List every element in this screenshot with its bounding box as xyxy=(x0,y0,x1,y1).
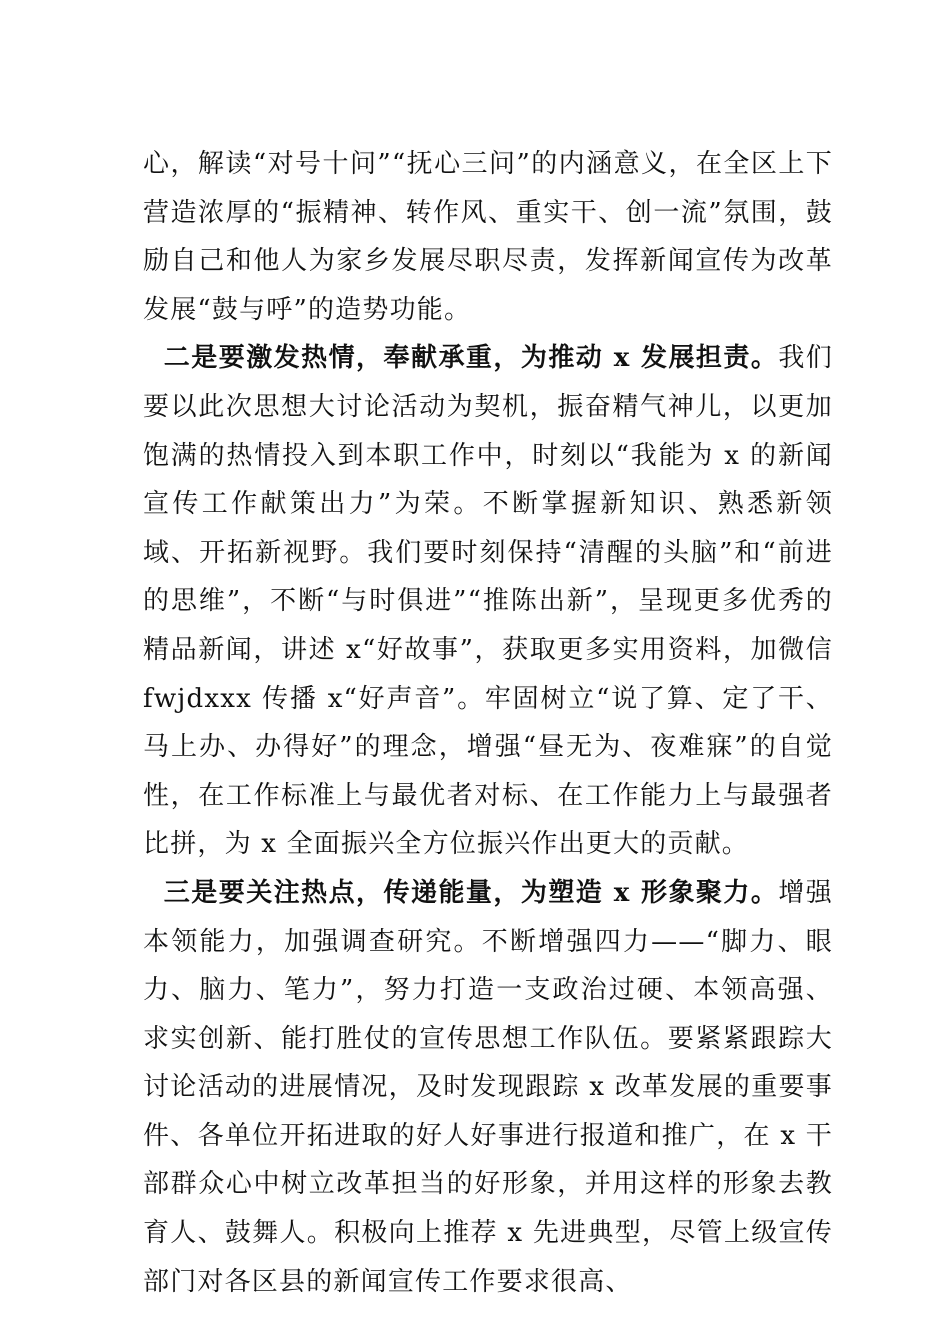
document-body xyxy=(143,140,833,1306)
paragraph-point-two xyxy=(143,334,833,869)
paragraph-text: 我们要以此次思想大讨论活动为契机，振奋精气神儿，以更加饱满的热情投入到本职工作中，时刻以“我能为 x 的新闻宣传工作献策出力”为荣。不断掌握新知识、熟悉新领域、开拓新视野。我们要时刻保持“清醒的头脑”和“前进的思维”，不断“与时俱进”“推陈出新”，呈现更多优秀的精品新闻，讲述 x“好故事”，获取更多实用资料，加微信 fwjdxxx 传播 x“好声音”。牢固树立“说了算、定了干、马上办、办得好”的理念，增强“昼无为、夜难寐”的自觉性，在工作标准上与最优者对标、在工作能力上与最强者比拼，为 x 全面振兴全方位振兴作出更大的贡献。 xyxy=(143,343,833,860)
paragraph-continuation xyxy=(143,140,833,334)
paragraph-text: 增强本领能力，加强调查研究。不断增强四力——“脚力、眼力、脑力、笔力”，努力打造一支政治过硬、本领高强、求实创新、能打胜仗的宣传思想工作队伍。要紧紧跟踪大讨论活动的进展情况，及时发现跟踪 x 改革发展的重要事件、各单位开拓进取的好人好事进行报道和推广，在 x 干部群众心中树立改革担当的好形象，并用这样的形象去教育人、鼓舞人。积极向上推荐 x 先进典型，尽管上级宣传部门对各区县的新闻宣传工作要求很高、 xyxy=(143,877,833,1297)
paragraph-heading: 三是要关注热点，传递能量，为塑造 x 形象聚力。 xyxy=(163,877,779,908)
paragraph-heading: 二是要激发热情，奉献承重，为推动 x 发展担责。 xyxy=(163,343,779,374)
paragraph-text: 心，解读“对号十问”“抚心三问”的内涵意义，在全区上下营造浓厚的“振精神、转作风、重实干、创一流”氛围，鼓励自己和他人为家乡发展尽职尽责，发挥新闻宣传为改革发展“鼓与呼”的造势功能。 xyxy=(143,149,833,325)
paragraph-point-three xyxy=(143,869,833,1306)
